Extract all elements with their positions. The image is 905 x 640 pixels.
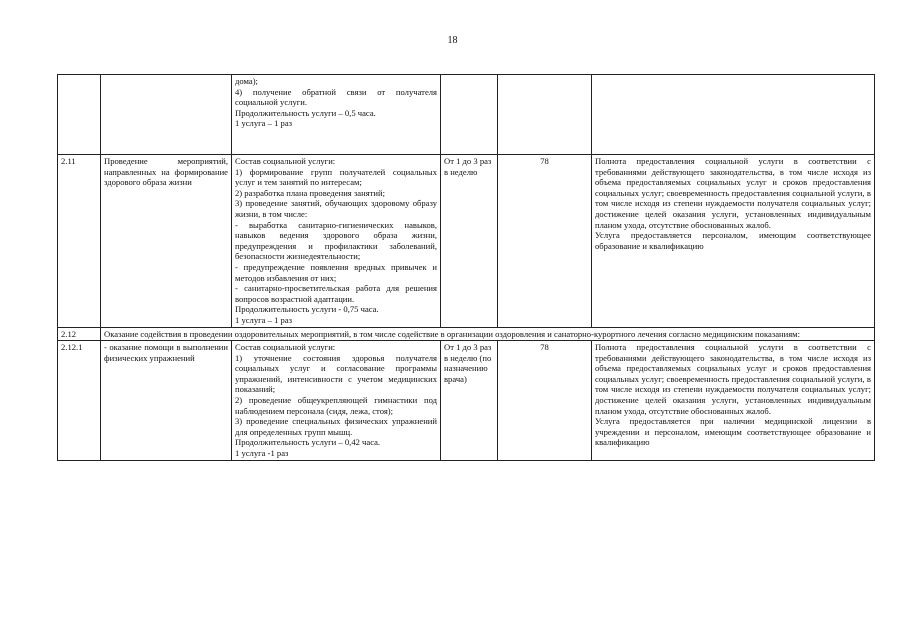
content-line: дома); xyxy=(235,76,258,86)
content-line: Состав социальной услуги: xyxy=(235,156,336,166)
cell-service-content xyxy=(232,341,441,461)
content-line: Продолжительность услуги - 0,75 часа. xyxy=(235,304,379,315)
cell-service-content xyxy=(232,75,441,155)
cell-frequency: От 1 до 3 раз в неделю (по назначению врача) xyxy=(441,341,498,461)
content-line: Продолжительность услуги – 0,42 часа. xyxy=(235,437,381,448)
content-line: 3) проведение специальных физических упражнений для определенных групп мышц. xyxy=(235,416,437,437)
content-line: 1 услуга – 1 раз xyxy=(235,118,293,129)
cell-count xyxy=(498,75,592,155)
table-row-continuation xyxy=(58,75,875,155)
cell-frequency xyxy=(441,75,498,155)
quality-paragraph: Полнота предоставления социальной услуги в соответствии с требованиями действующего законодательства, в том числе исходя из объема предоставляемых социальных услуг и сроков предоставления социальных услуг; своевременность предоставления социальной услуги, в том числе исходя из степени нуждаемости получателя социальных услуг; достижение целей оказания услуги, установленных индивидуальным планом ухода, отсутствие обоснованных жалоб. xyxy=(595,156,871,230)
services-table xyxy=(57,74,875,461)
content-line: 1 услуга -1 раз xyxy=(235,448,289,459)
content-line: - выработка санитарно-гигиенических навыков, навыков ведения здорового образа жизни, предупреждения и профилактики заболеваний, безопасности жизнедеятельности; xyxy=(235,219,437,262)
content-line: 2) разработка плана проведения занятий; xyxy=(235,187,385,198)
cell-number: 2.12 xyxy=(58,327,101,341)
cell-quality xyxy=(592,341,875,461)
table-row-2-12-1 xyxy=(58,341,875,461)
cell-service-name: - оказание помощи в выполнении физических упражнений xyxy=(101,341,232,461)
content-line: 1) формирование групп получателей социальных услуг и тем занятий по интересам; xyxy=(235,166,437,188)
content-line: 3) проведение занятий, обучающих здоровому образу жизни, в том числе: xyxy=(235,198,437,219)
cell-quality xyxy=(592,75,875,155)
cell-number: 2.11 xyxy=(58,155,101,328)
cell-service-name: Проведение мероприятий, направленных на формирование здорового образа жизни xyxy=(101,155,232,328)
quality-paragraph: Услуга предоставляется персоналом, имеющим соответствующее образование и квалификацию xyxy=(595,230,871,251)
content-line: Продолжительность услуги – 0,5 часа. xyxy=(235,107,376,118)
cell-number: 2.12.1 xyxy=(58,341,101,461)
table-row-section-2-12 xyxy=(58,327,875,341)
content-line: - предупреждение появления вредных привычек и методов избавления от них; xyxy=(235,261,437,283)
cell-service-name xyxy=(101,75,232,155)
content-line: 1) уточнение состояния здоровья получателя социальных услуг и согласование программы упражнений, интенсивности с учетом медицинских показаний; xyxy=(235,352,437,395)
cell-frequency: От 1 до 3 раз в неделю xyxy=(441,155,498,328)
page-number: 18 xyxy=(447,35,458,46)
cell-service-content xyxy=(232,155,441,328)
content-line: 1 услуга – 1 раз xyxy=(235,314,293,325)
cell-quality xyxy=(592,155,875,328)
quality-paragraph: Полнота предоставления социальной услуги в соответствии с требованиями действующего законодательства, в том числе исходя из объема предоставляемых социальных услуг и сроков предоставления социальных услуг; своевременность предоставления социальной услуги, в том числе исходя из степени нуждаемости получателя социальных услуг; достижение целей оказания услуги, установленных индивидуальным планом ухода, отсутствие обоснованных жалоб. xyxy=(595,342,871,416)
cell-count: 78 xyxy=(498,341,592,461)
quality-paragraph: Услуга предоставляется при наличии медицинской лицензии в учреждении и персоналом, имеющим соответствующее образование и квалификацию xyxy=(595,416,871,448)
content-line: 2) проведение общеукрепляющей гимнастики под наблюдением персонала (сидя, лежа, стоя); xyxy=(235,395,437,416)
content-line: Состав социальной услуги: xyxy=(235,342,336,353)
content-line: - санитарно-просветительская работа для решения вопросов возрастной адаптации. xyxy=(235,283,437,304)
table-row-2-11 xyxy=(58,155,875,328)
cell-count: 78 xyxy=(498,155,592,328)
section-title: Оказание содействия в проведении оздоровительных мероприятий, в том числе содействие в организации оздоровления и санаторно-курортного лечения согласно медицинским показаниям: xyxy=(101,327,875,341)
cell-number xyxy=(58,75,101,155)
content-line: 4) получение обратной связи от получателя социальной услуги. xyxy=(235,86,437,108)
